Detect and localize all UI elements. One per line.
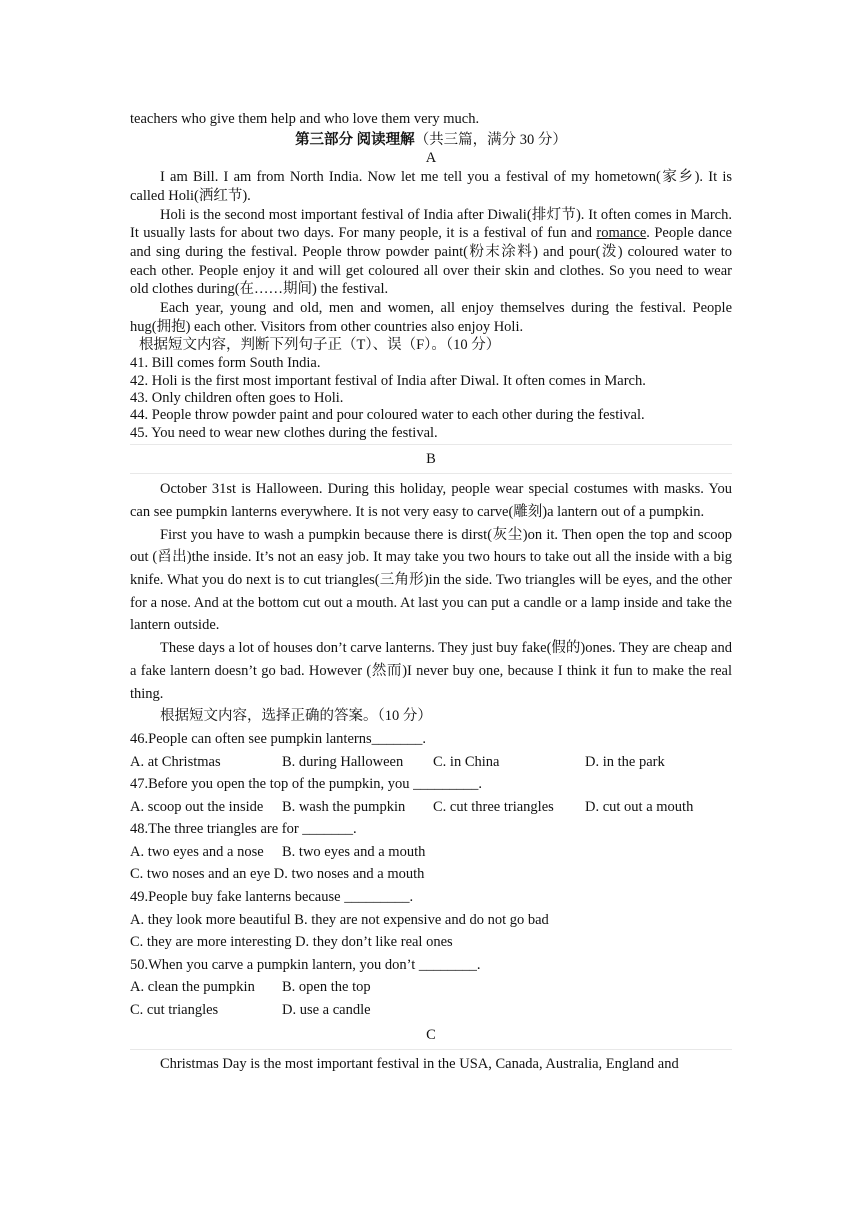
document-page [130,108,732,1075]
question-50-options-line2 [130,999,732,1022]
option-c: C. cut three triangles [433,798,554,815]
passage-b-para2: First you have to wash a pumpkin because there is dirst(灰尘)on it. Then open the top and scoop out (舀出)the inside. It’s not an easy job. It may take you two hours to take out all the inside with a big knife. What you do next is to cut triangles(三角形)in the side. Two triangles will be eyes, and the other for a nose. And at the bottom cut out a mouth. At last you can put a candle or a lamp inside and take the lantern outside. [130,526,732,634]
divider [130,473,732,474]
statement-44: 44. People throw powder paint and pour coloured water to each other during the festival. [130,407,645,424]
option-a: A. two eyes and a nose [130,843,264,860]
section-title [130,131,732,150]
passage-a-para2 [130,206,732,300]
passage-a-instruction: 根据短文内容，判断下列句子正（T）、误（F）。（10 分） [139,337,501,354]
option-a: A. scoop out the inside [130,798,264,815]
passage-c-letter: C [426,1026,436,1043]
option-c: C. in China [433,753,500,770]
option-a: A. clean the pumpkin [130,979,255,996]
para2-text-after: . People dance and sing during the festival. People throw powder paint(粉末涂料) and pour(泼) coloured water to each other. People enjoy it and will get coloured all over their skin and clothes. So you need to wear old clothes during(在……期间) the festival. [130,225,732,298]
option-b: B. wash the pumpkin [282,798,406,815]
question-48: 48.The three triangles are for _______. [130,821,357,838]
passage-a-para1: I am Bill. I am from North India. Now let me tell you a festival of my hometown(家乡). It is called Holi(洒红节). [130,169,732,204]
passage-a-para3: Each year, young and old, men and women, all enjoy themselves during the festival. People hug(拥抱) each other. Visitors from other countries also enjoy Holi. [130,300,732,335]
option-a: A. at Christmas [130,753,221,770]
question-50: 50.When you carve a pumpkin lantern, you don’t ________. [130,956,481,973]
question-48-options-line1 [130,841,732,864]
question-50-options-line1 [130,976,732,999]
question-49-options-line1: A. they look more beautiful B. they are not expensive and do not go bad [130,911,549,928]
question-49: 49.People buy fake lanterns because _________. [130,889,414,906]
question-47-options [130,796,732,819]
passage-b [130,445,732,1021]
section-title-note: （共三篇，满分 30 分） [414,131,567,148]
passage-c-para1: Christmas Day is the most important festival in the USA, Canada, Australia, England and [160,1055,679,1072]
statement-45: 45. You need to wear new clothes during the festival. [130,424,438,441]
section-title-main: 第三部分 阅读理解 [295,131,415,148]
underlined-word: romance [596,225,647,242]
option-b: B. two eyes and a mouth [282,843,426,860]
passage-c [130,1022,732,1076]
passage-a-letter: A [425,150,437,167]
passage-b-letter: B [426,451,436,468]
question-48-options-line2: C. two noses and an eye D. two noses and a mouth [130,866,425,883]
option-d: D. cut out a mouth [585,798,694,815]
option-b: B. during Halloween [282,753,404,770]
passage-b-para1: October 31st is Halloween. During this holiday, people wear special costumes with masks. You can see pumpkin lanterns everywhere. It is not very easy to carve(雕刻)a lantern out of a pumpkin. [130,481,732,520]
option-d: D. use a candle [282,1002,371,1019]
para2-text-before: Holi is the second most important festival of India after Diwali(排灯节). It often comes in March. It usually lasts for about two days. For many people, it is a festival of fun and [130,206,732,242]
passage-a [130,149,732,442]
intro-line: teachers who give them help and who love them very much. [130,111,480,127]
statement-42: 42. Holi is the first most important festival of India after Diwal. It often comes in March. [130,372,646,389]
question-46: 46.People can often see pumpkin lanterns_______. [130,730,426,747]
option-b: B. open the top [282,979,371,996]
question-47: 47.Before you open the top of the pumpkin, you _________. [130,776,482,793]
passage-b-para3: These days a lot of houses don’t carve lanterns. They just buy fake(假的)ones. They are cheap and a fake lantern doesn’t go bad. However (然而)I never buy one, because I think it fun to make the real thing. [130,640,732,702]
question-46-options [130,751,732,774]
statement-43: 43. Only children often goes to Holi. [130,389,344,406]
passage-b-instruction: 根据短文内容，选择正确的答案。（10 分） [160,708,432,725]
statement-41: 41. Bill comes form South India. [130,355,321,372]
true-false-statements [130,355,732,442]
divider [130,1049,732,1050]
question-49-options-line2: C. they are more interesting D. they don’t like real ones [130,934,453,951]
option-c: C. cut triangles [130,1002,219,1019]
option-d: D. in the park [585,753,665,770]
